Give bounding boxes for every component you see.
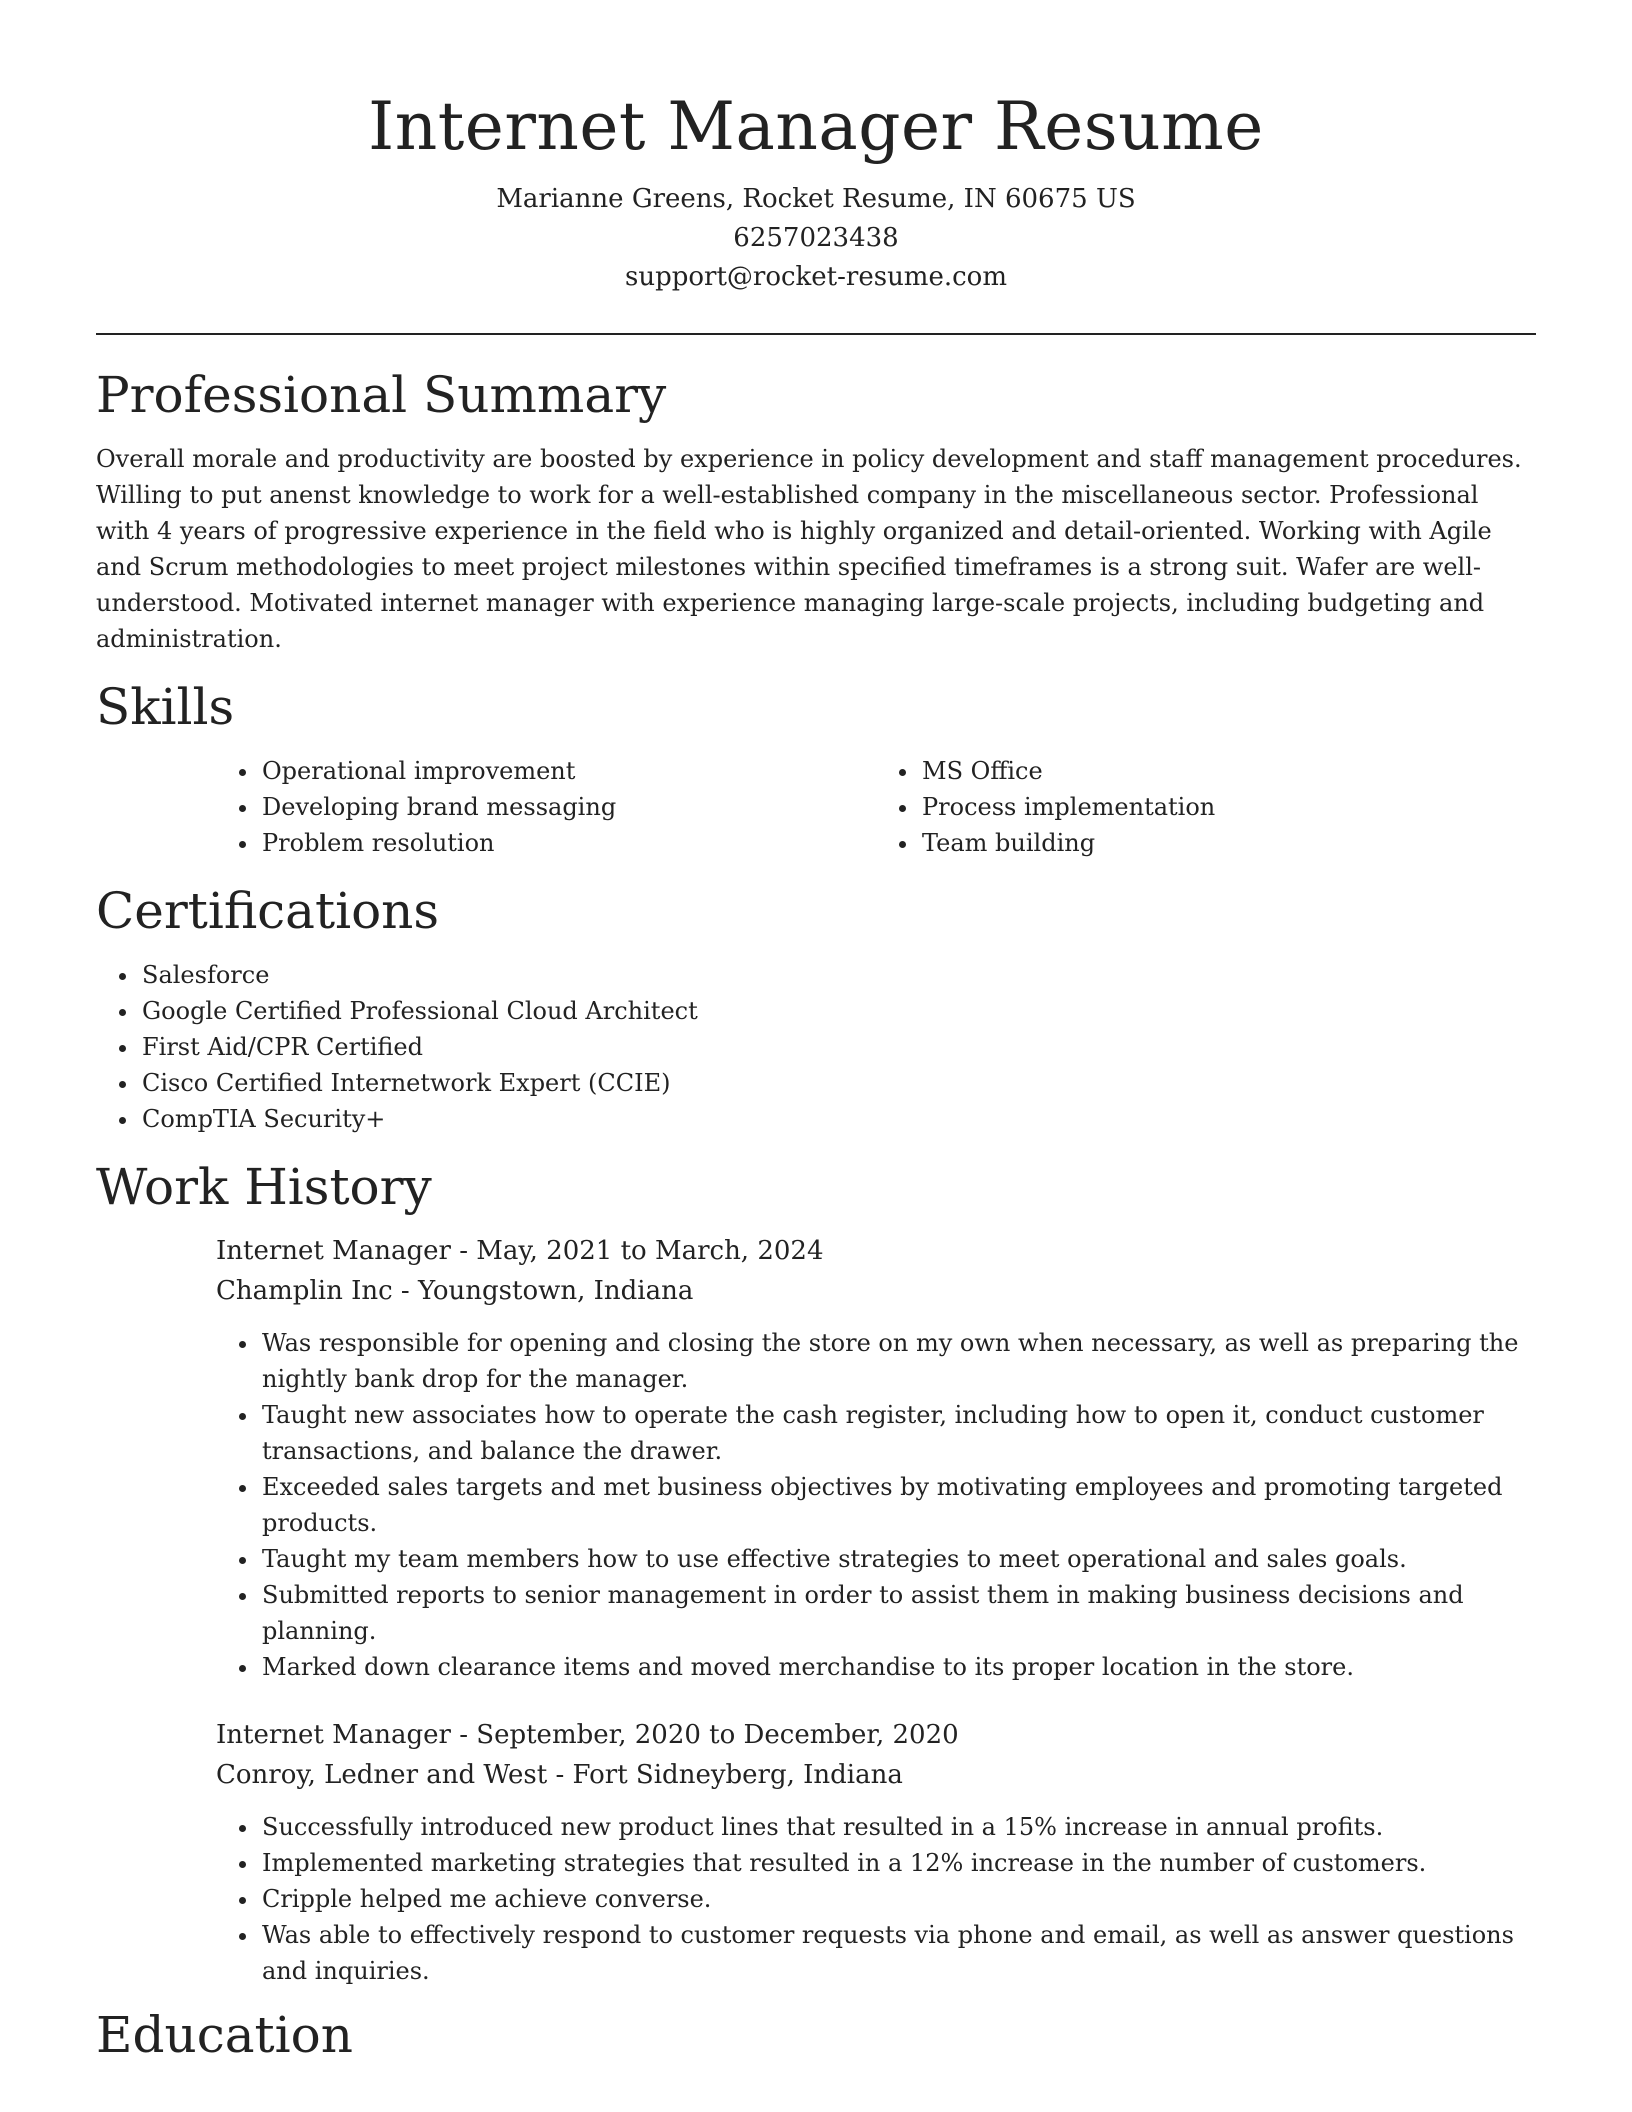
job-title-line: Internet Manager - May, 2021 to March, 2024 bbox=[216, 1236, 824, 1266]
list-item: • Taught my team members how to use effective strategies to meet operational and sales goals. bbox=[260, 1541, 1536, 1577]
summary-text: Overall morale and productivity are boosted by experience in policy development and staff management procedures. Willing to put anenst knowledge to work for a well-established company in the miscellaneous sector. Professional with 4 years of progressive experience in the field who is highly organized and detail-oriented. Working with Agile and Scrum methodologies to meet project milestones within specified timeframes is a strong suit. Wafer are well-understood. Motivated internet manager with experience managing large-scale projects, including budgeting and administration. bbox=[96, 445, 1522, 653]
job-bullets bbox=[216, 1325, 1536, 1685]
contact-address: Marianne Greens, Rocket Resume, IN 60675 US bbox=[496, 184, 1136, 214]
job-company-line: Champlin Inc - Youngstown, Indiana bbox=[216, 1276, 694, 1306]
contact-phone: 6257023438 bbox=[733, 223, 899, 253]
list-item: • Taught new associates how to operate the cash register, including how to open it, conduct customer transactions, and balance the drawer. bbox=[260, 1397, 1536, 1469]
job-title-line: Internet Manager - September, 2020 to December, 2020 bbox=[216, 1720, 959, 1750]
skills-heading: Skills bbox=[96, 678, 235, 736]
certifications-heading: Certifications bbox=[96, 882, 440, 940]
page-title: Internet Manager Resume bbox=[368, 88, 1264, 165]
list-item: • Cisco Certified Internetwork Expert (CCIE) bbox=[140, 1065, 1536, 1101]
list-item: • Problem resolution bbox=[260, 825, 876, 861]
skills-left-list bbox=[216, 753, 876, 861]
work-history-heading: Work History bbox=[96, 1158, 432, 1216]
list-item: • Team building bbox=[920, 825, 1536, 861]
list-item: • Salesforce bbox=[140, 957, 1536, 993]
skills-section bbox=[96, 675, 1536, 861]
list-item: • Cripple helped me achieve converse. bbox=[260, 1881, 1536, 1917]
certifications-list bbox=[96, 957, 1536, 1137]
education-heading: Education bbox=[96, 2006, 353, 2064]
list-item: • Exceeded sales targets and met business objectives by motivating employees and promoting targeted products. bbox=[260, 1469, 1536, 1541]
resume-header bbox=[96, 0, 1536, 297]
skills-grid bbox=[216, 753, 1536, 861]
list-item: • Developing brand messaging bbox=[260, 789, 876, 825]
resume-page bbox=[96, 0, 1536, 2067]
header-divider bbox=[96, 333, 1536, 335]
contact-email: support@rocket-resume.com bbox=[624, 262, 1007, 292]
job-entry bbox=[216, 1231, 1536, 1685]
list-item: • Submitted reports to senior management in order to assist them in making business decisions and planning. bbox=[260, 1577, 1536, 1649]
job-entry bbox=[216, 1715, 1536, 1989]
list-item: • Operational improvement bbox=[260, 753, 876, 789]
summary-heading: Professional Summary bbox=[96, 366, 667, 424]
list-item: • Marked down clearance items and moved merchandise to its proper location in the store. bbox=[260, 1649, 1536, 1685]
summary-section bbox=[96, 363, 1536, 657]
list-item: • CompTIA Security+ bbox=[140, 1101, 1536, 1137]
skills-right-list bbox=[876, 753, 1536, 861]
list-item: • First Aid/CPR Certified bbox=[140, 1029, 1536, 1065]
education-section bbox=[96, 2003, 1536, 2067]
work-history-section bbox=[96, 1155, 1536, 1989]
list-item: • Implemented marketing strategies that resulted in a 12% increase in the number of customers. bbox=[260, 1845, 1536, 1881]
list-item: • Google Certified Professional Cloud Architect bbox=[140, 993, 1536, 1029]
list-item: • MS Office bbox=[920, 753, 1536, 789]
certifications-section bbox=[96, 879, 1536, 1137]
list-item: • Process implementation bbox=[920, 789, 1536, 825]
job-company-line: Conroy, Ledner and West - Fort Sidneyberg, Indiana bbox=[216, 1760, 903, 1790]
job-bullets bbox=[216, 1809, 1536, 1989]
list-item: • Successfully introduced new product lines that resulted in a 15% increase in annual profits. bbox=[260, 1809, 1536, 1845]
list-item: • Was responsible for opening and closing the store on my own when necessary, as well as preparing the nightly bank drop for the manager. bbox=[260, 1325, 1536, 1397]
list-item: • Was able to effectively respond to customer requests via phone and email, as well as answer questions and inquiries. bbox=[260, 1917, 1536, 1989]
